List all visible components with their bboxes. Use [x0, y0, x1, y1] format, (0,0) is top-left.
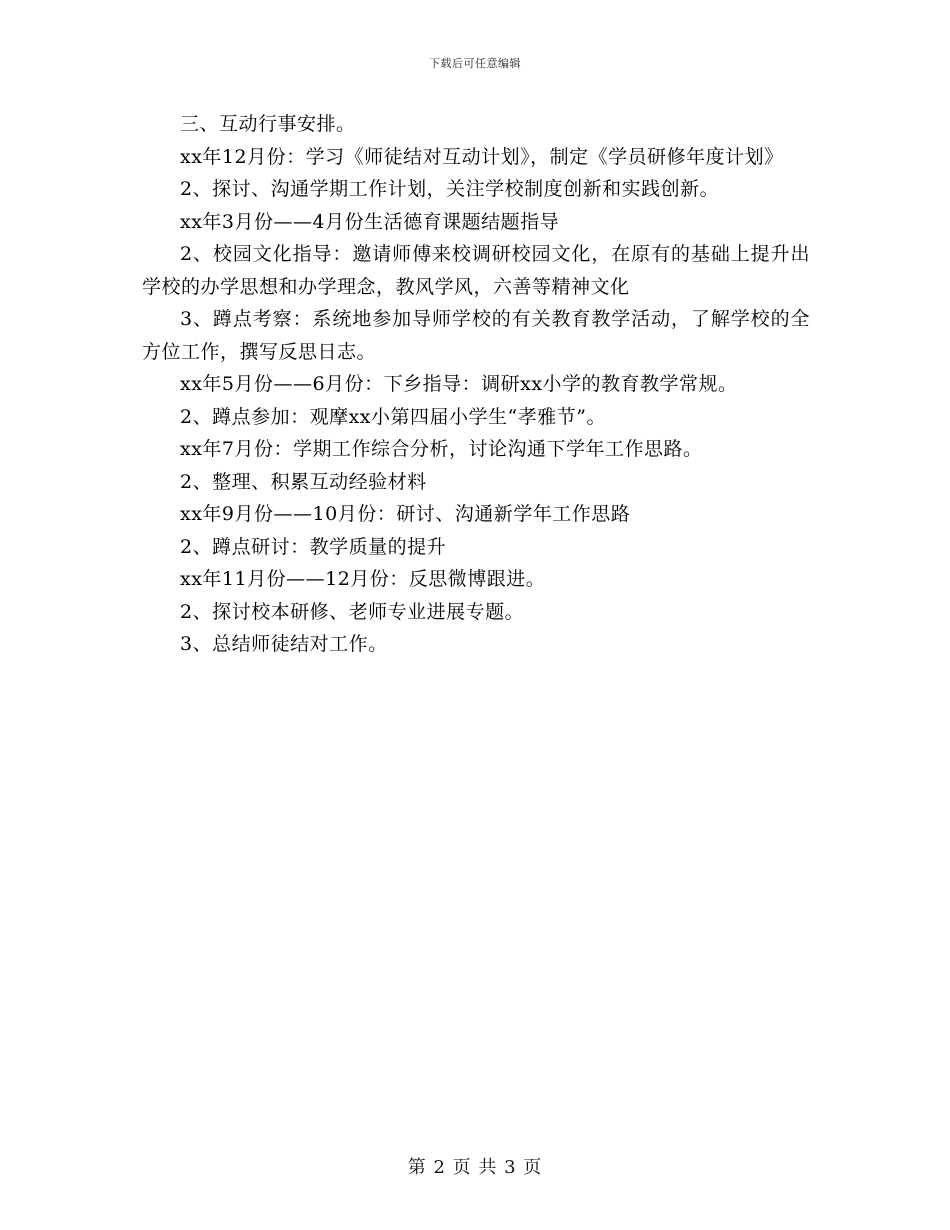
section-heading: 三、互动行事安排。 — [180, 113, 356, 135]
document-body — [142, 108, 810, 661]
body-paragraph: xx年5月份——6月份：下乡指导：调研xx小学的教育教学常规。 — [180, 373, 738, 395]
body-paragraph: 2、蹲点参加：观摩xx小第四届小学生“孝雅节”。 — [180, 405, 606, 428]
page-number-footer: 第 2 页 共 3 页 — [407, 1157, 543, 1178]
page-header: 下载后可任意编辑 — [429, 57, 521, 70]
body-paragraph: 2、整理、积累互动经验材料 — [180, 470, 427, 493]
body-paragraph: xx年3月份——4月份生活德育课题结题指导 — [180, 210, 560, 233]
body-paragraph: xx年11月份——12月份：反思微博跟进。 — [180, 568, 546, 590]
body-paragraph: xx年7月份：学期工作综合分析，讨论沟通下学年工作思路。 — [180, 438, 703, 460]
body-paragraph: 3、总结师徒结对工作。 — [180, 633, 388, 655]
body-paragraph: 2、探讨校本研修、老师专业进展专题。 — [180, 600, 525, 623]
body-paragraph: 2、探讨、沟通学期工作计划，关注学校制度创新和实践创新。 — [180, 178, 720, 200]
body-paragraph: 3、蹲点考察：系统地参加导师学校的有关教育教学活动，了解学校的全方位工作，撰写反思日志。 — [142, 308, 810, 363]
body-paragraph: 2、蹲点研讨：教学质量的提升 — [180, 535, 447, 558]
body-paragraph: xx年9月份——10月份：研讨、沟通新学年工作思路 — [180, 503, 631, 525]
body-paragraph: xx年12月份：学习《师徒结对互动计划》，制定《学员研修年度计划》 — [180, 145, 784, 168]
body-paragraph: 2、校园文化指导：邀请师傅来校调研校园文化，在原有的基础上提升出学校的办学思想和办学理念，教风学风，六善等精神文化 — [142, 243, 810, 298]
